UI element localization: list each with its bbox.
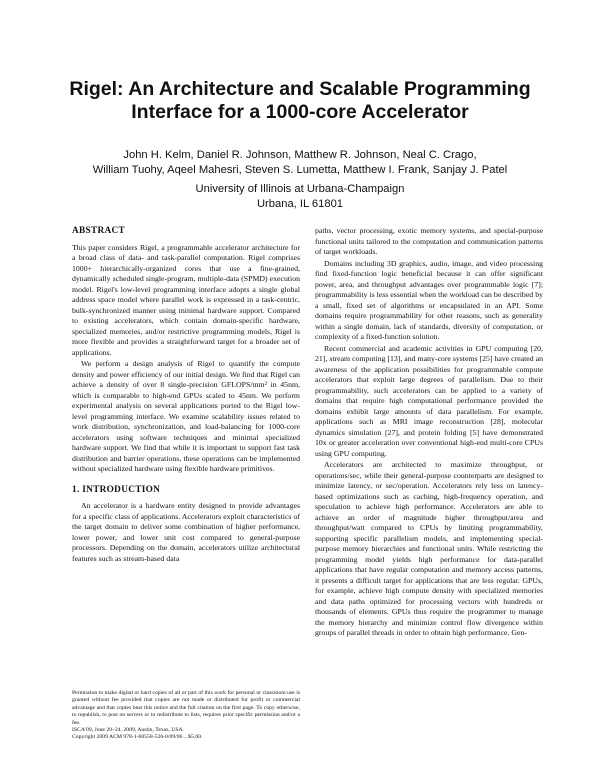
affiliation — [40, 182, 560, 211]
copyright-footnote — [72, 690, 300, 742]
copyright-line: Copyright 2009 ACM 978-1-60558-526-0/09/06 ...$5.00. — [72, 734, 203, 741]
title-line: Rigel: An Architecture and Scalable Programming — [69, 78, 531, 100]
body-paragraph: Accelerators are architected to maximize throughput, or operations/sec, while their general-purpose counterparts are designed to minimize latency, or sec/operation. Accelerators rely less on latency-based optimizations such as caching, high-frequency operation, and speculation to achieve high performance. Accelerators are able to achieve an order of magnitude higher throughput/area and throughput/watt compared to CPUs by limiting programmability, supporting specific parallelism models, and implementing special-purpose memory hierarchies and functional units. While restricting the programming model yields high performance for data-parallel applications that have regular computation and memory access patterns, it presents a difficult target for applications that are less regular. GPUs, for example, achieve high compute density with specialized memories and data paths optimized for processing vectors with hundreds or thousands of elements. GPUs thus require the programmer to manage the memory hierarchy and minimize control flow divergence within groups of parallel threads in order to obtain high performance. Gen- — [315, 460, 543, 637]
body-paragraph: paths, vector processing, exotic memory systems, and special-purpose functional units tailored to the computation and communication patterns of target workloads. — [315, 226, 543, 256]
permission-notice: Permission to make digital or hard copies of all or part of this work for personal or classroom use is granted without fee provided that copies are not made or distributed for profit or commercial advantage and that copies bear this notice and the full citation on the first page. To copy otherwise, to republish, to post on servers or to redistribute to lists, requires prior specific permission and/or a fee. — [72, 690, 300, 726]
paper-title — [40, 78, 560, 124]
author-line: John H. Kelm, Daniel R. Johnson, Matthew R. Johnson, Neal C. Crago, — [123, 149, 477, 161]
introduction-heading: 1. INTRODUCTION — [72, 484, 161, 495]
affiliation-line: Urbana, IL 61801 — [256, 197, 344, 210]
affiliation-line: University of Illinois at Urbana-Champaign — [195, 183, 405, 195]
body-paragraph: Domains including 3D graphics, audio, image, and video processing find fixed-function logic beneficial because it can offer significant power, area, and throughput advantages over programmable logic [7]; programmability is less essential when the workload can be described by a small, fixed set of algorithms or encapsulated in an API. Some domains require programmability for other reasons, such as generality within a single domain, lack of standards, diversity of computation, or complexity of a fixed-function solution. — [315, 258, 543, 341]
abstract-heading: ABSTRACT — [72, 226, 126, 236]
abstract-paragraph: We perform a design analysis of Rigel to quantify the compute density and power efficiency of our initial design. We find that Rigel can achieve a density of over 8 single-precision GFLOPS/mm² in 45nm, which is comparable to high-end GPUs scaled to 45nm. We perform experimental analysis on several applications ported to the Rigel low-level programming interface. We examine scalability issues related to work distribution, synchronization, and load-balancing for 1000-core accelerators using software techniques and minimal specialized hardware support. We find that while it is important to support fast task distribution and barrier operations, these operations can be implemented without specialized hardware using flexible hardware primitives. — [72, 359, 300, 473]
author-line: William Tuohy, Aqeel Mahesri, Steven S. Lumetta, Matthew I. Frank, Sanjay J. Patel — [92, 163, 508, 176]
introduction-paragraph: An accelerator is a hardware entity designed to provide advantages for a specific class of applications. Accelerators exploit characteristics of the target domain to deliver some combination of higher performance, lower power, and lower unit cost compared to general-purpose processors. Depending on the domain, accelerators utilize architectural features such as stream-based data — [72, 501, 300, 563]
author-list — [40, 148, 560, 177]
right-column — [315, 226, 543, 640]
title-line: Interface for a 1000-core Accelerator — [131, 101, 469, 123]
conference-line: ISCA'09, June 20–24, 2009, Austin, Texas, USA. — [72, 727, 185, 734]
left-column — [72, 224, 300, 565]
body-paragraph: Recent commercial and academic activities in GPU computing [20, 21], stream computing [13], and many-core systems [25] have created an awareness of the application possibilities for programmable compute accelerators that exploit large degrees of parallelism. Due to their programmability, such accelerators can be applied to a variety of domains that require high computational performance provided the domains exhibit large amounts of data parallelism. For example, applications such as MRI image reconstruction [28], molecular dynamics simulation [27], and protein folding [5] have demonstrated 10x or greater acceleration over conventional high-end multi-core CPUs using GPU computing. — [315, 343, 543, 458]
abstract-paragraph: This paper considers Rigel, a programmable accelerator architecture for a broad class of data- and task-parallel computation. Rigel comprises 1000+ hierarchically-organized cores that use a fine-grained, dynamically scheduled single-program, multiple-data (SPMD) execution model. Rigel's low-level programming interface adopts a single global address space model where parallel work is expressed in a task-centric, bulk-synchronized manner using minimal hardware support. Compared to existing accelerators, which contain domain-specific hardware, specialized memories, and/or restrictive programming models, Rigel is more flexible and provides a straightforward target for a broader set of applications. — [72, 242, 300, 357]
